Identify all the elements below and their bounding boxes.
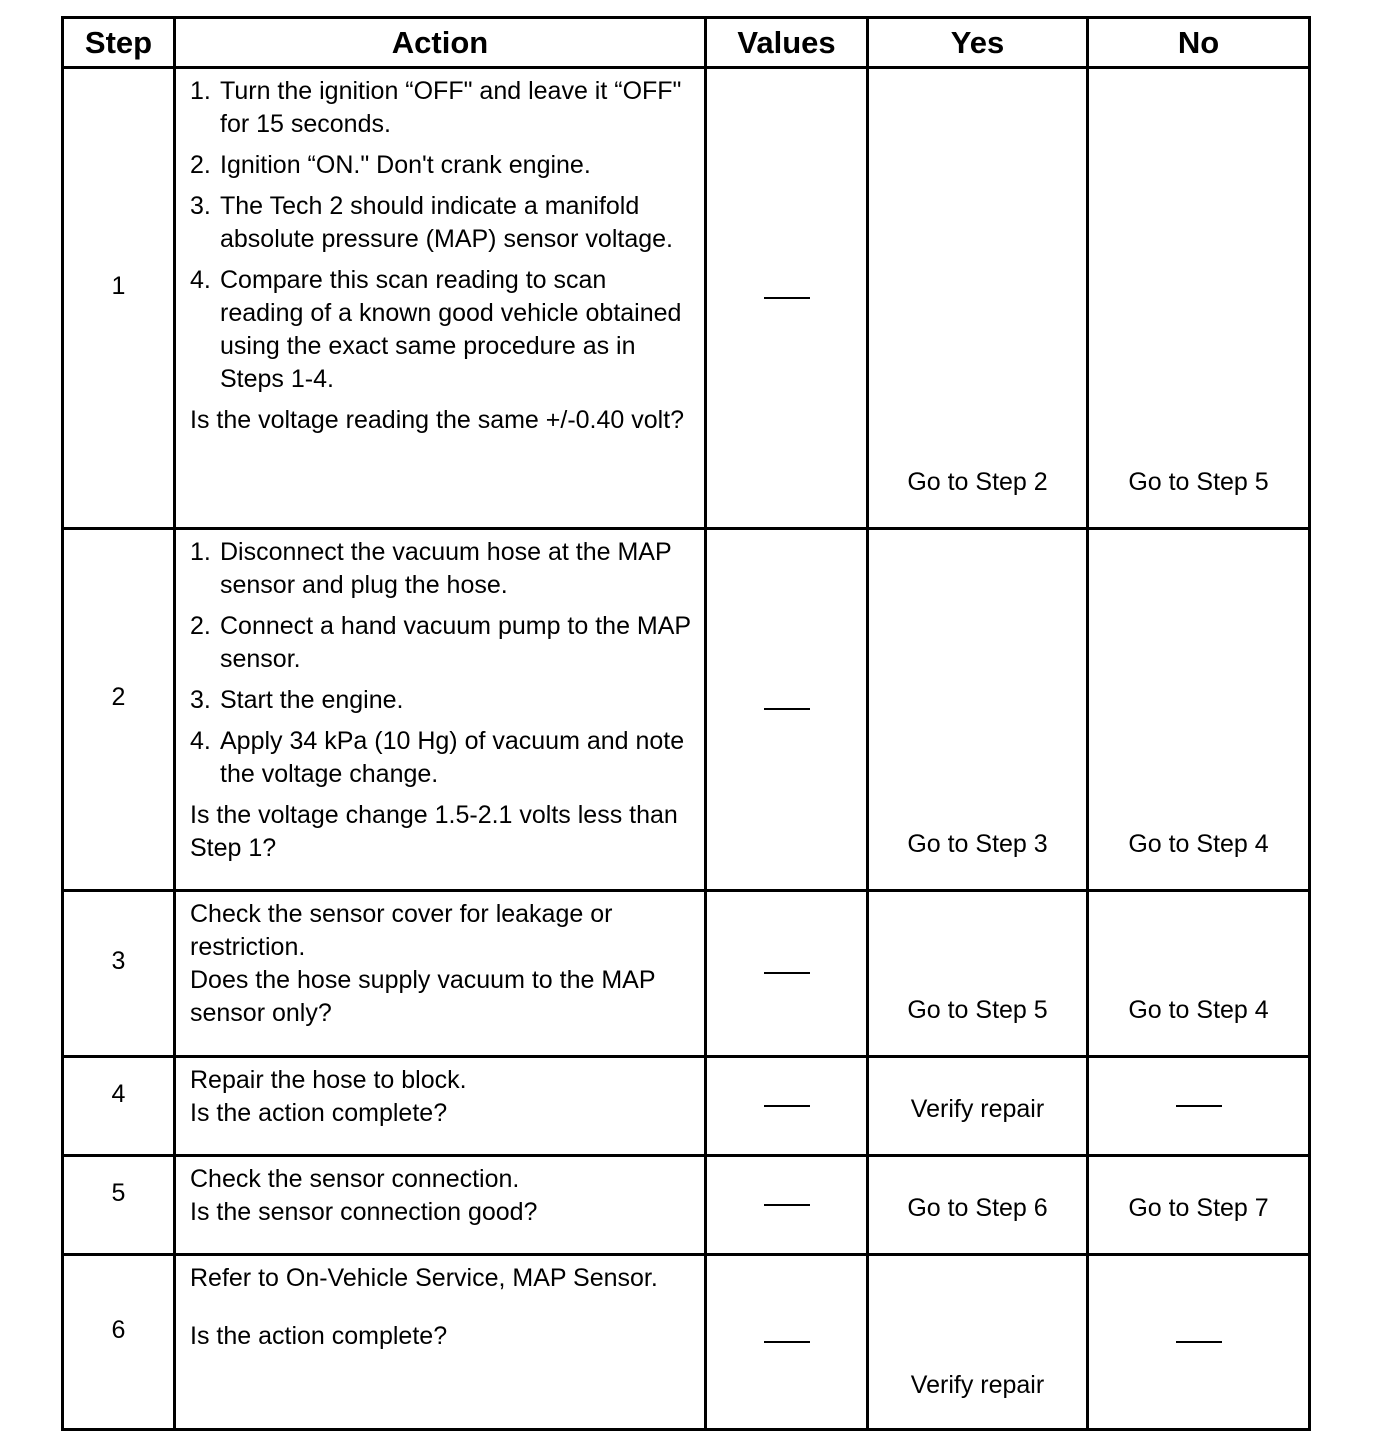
yes-cell: Go to Step 5: [868, 891, 1088, 1057]
diagnostic-table: [61, 16, 1311, 1431]
action-cell: [175, 1255, 706, 1430]
no-cell: [1088, 1057, 1310, 1156]
step-number: 6: [63, 1255, 175, 1430]
substep: 3. Start the engine.: [190, 686, 404, 714]
substep: 2. Ignition “ON." Don't crank engine.: [190, 151, 591, 179]
header-action: Action: [175, 18, 706, 68]
question-text: Is the voltage reading the same +/-0.40 volt?: [190, 406, 685, 434]
table-row: [63, 68, 1310, 529]
step-number: 1: [63, 68, 175, 529]
action-text: Repair the hose to block.: [190, 1066, 467, 1094]
yes-cell: Go to Step 3: [868, 529, 1088, 891]
values-cell: [706, 68, 868, 529]
no-cell: Go to Step 4: [1088, 891, 1310, 1057]
values-cell: [706, 529, 868, 891]
no-cell: [1088, 1255, 1310, 1430]
table-row: [63, 1057, 1310, 1156]
question-text: Does the hose supply vacuum to the MAP sensor only?: [190, 966, 656, 1027]
action-cell: [175, 891, 706, 1057]
step-number: 5: [63, 1156, 175, 1255]
values-cell: [706, 891, 868, 1057]
table-row: [63, 1255, 1310, 1430]
substep: 3. The Tech 2 should indicate a manifold absolute pressure (MAP) sensor voltage.: [190, 192, 673, 253]
substep: 2. Connect a hand vacuum pump to the MAP sensor.: [190, 612, 691, 673]
substep: 4. Compare this scan reading to scan reading of a known good vehicle obtained using the exact same procedure as in Steps 1-4.: [190, 266, 682, 393]
dash-icon: [764, 297, 810, 299]
no-cell: Go to Step 4: [1088, 529, 1310, 891]
table-row: [63, 1156, 1310, 1255]
question-text: Is the action complete?: [190, 1322, 448, 1350]
no-cell: Go to Step 7: [1088, 1156, 1310, 1255]
header-values: Values: [706, 18, 868, 68]
header-step: Step: [63, 18, 175, 68]
action-cell: [175, 529, 706, 891]
dash-icon: [764, 708, 810, 710]
header-yes: Yes: [868, 18, 1088, 68]
no-cell: Go to Step 5: [1088, 68, 1310, 529]
action-cell: [175, 1057, 706, 1156]
yes-cell: Verify repair: [868, 1057, 1088, 1156]
substep: 4. Apply 34 kPa (10 Hg) of vacuum and note the voltage change.: [190, 727, 685, 788]
substep: 1. Turn the ignition “OFF" and leave it “OFF" for 15 seconds.: [190, 77, 682, 138]
dash-icon: [764, 1341, 810, 1343]
step-number: 4: [63, 1057, 175, 1156]
dash-icon: [1176, 1105, 1222, 1107]
values-cell: [706, 1057, 868, 1156]
action-text: Check the sensor cover for leakage or restriction.: [190, 900, 613, 961]
action-cell: [175, 1156, 706, 1255]
question-text: Is the sensor connection good?: [190, 1198, 538, 1226]
values-cell: [706, 1255, 868, 1430]
action-text: Refer to On-Vehicle Service, MAP Sensor.: [190, 1264, 658, 1292]
yes-cell: Verify repair: [868, 1255, 1088, 1430]
header-no: No: [1088, 18, 1310, 68]
dash-icon: [764, 1204, 810, 1206]
substep: 1. Disconnect the vacuum hose at the MAP sensor and plug the hose.: [190, 538, 672, 599]
question-text: Is the action complete?: [190, 1099, 448, 1127]
dash-icon: [1176, 1341, 1222, 1343]
yes-cell: Go to Step 6: [868, 1156, 1088, 1255]
dash-icon: [764, 1105, 810, 1107]
question-text: Is the voltage change 1.5-2.1 volts less than Step 1?: [190, 801, 678, 862]
step-number: 3: [63, 891, 175, 1057]
action-cell: [175, 68, 706, 529]
table-row: [63, 891, 1310, 1057]
table-row: [63, 529, 1310, 891]
yes-cell: Go to Step 2: [868, 68, 1088, 529]
action-text: Check the sensor connection.: [190, 1165, 520, 1193]
dash-icon: [764, 972, 810, 974]
values-cell: [706, 1156, 868, 1255]
table-header-row: [63, 18, 1310, 68]
step-number: 2: [63, 529, 175, 891]
